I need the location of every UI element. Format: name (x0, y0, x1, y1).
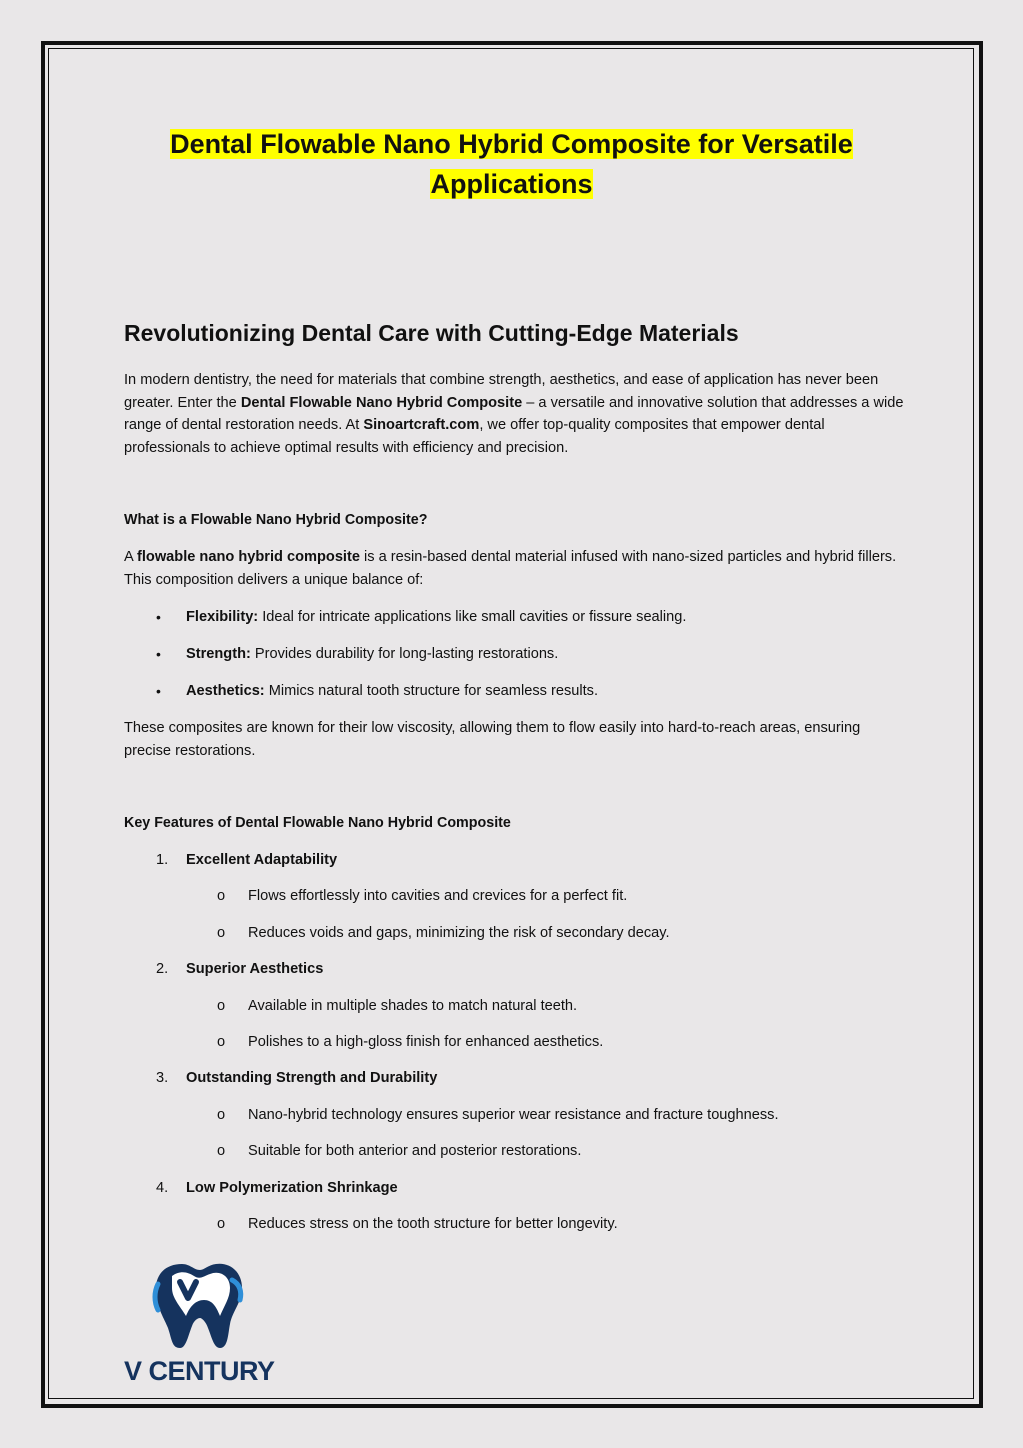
feature-title: Excellent Adaptability (186, 852, 338, 868)
intro-bold-product: Dental Flowable Nano Hybrid Composite (240, 394, 523, 411)
feature-sub-text: Polishes to a high-gloss finish for enhanced aesthetics. (248, 1034, 604, 1050)
bullet-label: Strength: (186, 646, 251, 662)
bullet-icon: • (156, 609, 161, 625)
feature-sub-item (217, 923, 670, 943)
section-heading-what-is: What is a Flowable Nano Hybrid Composite? (124, 512, 428, 528)
feature-sub-text: Available in multiple shades to match natural teeth. (248, 998, 578, 1014)
bullet-text: Ideal for intricate applications like small cavities or fissure sealing. (258, 609, 687, 625)
feature-number: 4. (156, 1180, 169, 1196)
bullet-text: Mimics natural tooth structure for seamless results. (264, 683, 599, 699)
section-heading-key-features: Key Features of Dental Flowable Nano Hybrid Composite (124, 815, 511, 831)
viscosity-paragraph: These composites are known for their low viscosity, allowing them to flow easily into hard-to-reach areas, ensuring precise restorations. (124, 720, 861, 759)
intro-paragraph (124, 369, 904, 459)
intro-text-2: – a versatile and innovative solution that addresses a wide range of dental restoration needs. At (124, 394, 904, 434)
bullet-icon: • (156, 683, 161, 699)
feature-sub-text: Reduces stress on the tooth structure for better longevity. (248, 1216, 618, 1232)
feature-sub-item (217, 1214, 618, 1234)
bullet-label: Aesthetics: (186, 683, 265, 699)
feature-item-shrinkage (156, 1178, 398, 1198)
feature-sub-text: Nano-hybrid technology ensures superior wear resistance and fracture toughness. (248, 1107, 779, 1123)
feature-item-adaptability (156, 850, 338, 870)
title-line-1: Dental Flowable Nano Hybrid Composite for Versatile (170, 129, 853, 159)
feature-sub-text: Reduces voids and gaps, minimizing the risk of secondary decay. (248, 925, 670, 941)
intro-bold-site: Sinoartcraft.com (363, 417, 480, 434)
feature-sub-item (217, 1141, 582, 1161)
definition-bold: flowable nano hybrid composite (136, 549, 360, 565)
feature-title: Superior Aesthetics (186, 961, 324, 977)
feature-title: Outstanding Strength and Durability (186, 1070, 438, 1086)
circle-bullet-icon: o (217, 888, 226, 904)
feature-sub-item (217, 1105, 779, 1125)
intro-text-1: In modern dentistry, the need for materials that combine strength, aesthetics, and ease of application has never been greater. Enter the (124, 372, 879, 411)
feature-number: 2. (156, 961, 169, 977)
section-heading-revolutionizing: Revolutionizing Dental Care with Cutting-Edge Materials (124, 320, 739, 346)
circle-bullet-icon: o (217, 1143, 226, 1159)
document-title (124, 124, 899, 204)
bullet-item-aesthetics (156, 681, 599, 701)
feature-item-aesthetics (156, 959, 324, 979)
feature-title: Low Polymerization Shrinkage (186, 1180, 398, 1196)
feature-sub-item (217, 1032, 604, 1052)
definition-text-2: is a resin-based dental material infused with nano-sized particles and hybrid fillers. This composition delivers a unique balance of: (124, 549, 897, 588)
definition-paragraph (124, 546, 904, 591)
bullet-label: Flexibility: (186, 609, 259, 625)
bullet-icon: • (156, 646, 161, 662)
circle-bullet-icon: o (217, 1107, 226, 1123)
feature-sub-item (217, 996, 578, 1016)
intro-text-3: , we offer top-quality composites that empower dental professionals to achieve optimal results with efficiency and precision. (124, 417, 825, 456)
circle-bullet-icon: o (217, 998, 226, 1014)
feature-number: 3. (156, 1070, 169, 1086)
definition-text-1: A (124, 549, 137, 565)
feature-sub-item (217, 886, 628, 906)
feature-number: 1. (156, 852, 169, 868)
feature-sub-text: Suitable for both anterior and posterior restorations. (248, 1143, 582, 1159)
circle-bullet-icon: o (217, 925, 226, 941)
circle-bullet-icon: o (217, 1034, 226, 1050)
bullet-text: Provides durability for long-lasting restorations. (250, 646, 559, 662)
bullet-item-flexibility (156, 607, 687, 627)
circle-bullet-icon: o (217, 1216, 226, 1232)
bullet-item-strength (156, 644, 559, 664)
logo-wordmark: V CENTURY (124, 1356, 275, 1386)
feature-item-strength (156, 1068, 438, 1088)
feature-sub-text: Flows effortlessly into cavities and crevices for a perfect fit. (248, 888, 628, 904)
title-line-2: Applications (430, 169, 593, 199)
